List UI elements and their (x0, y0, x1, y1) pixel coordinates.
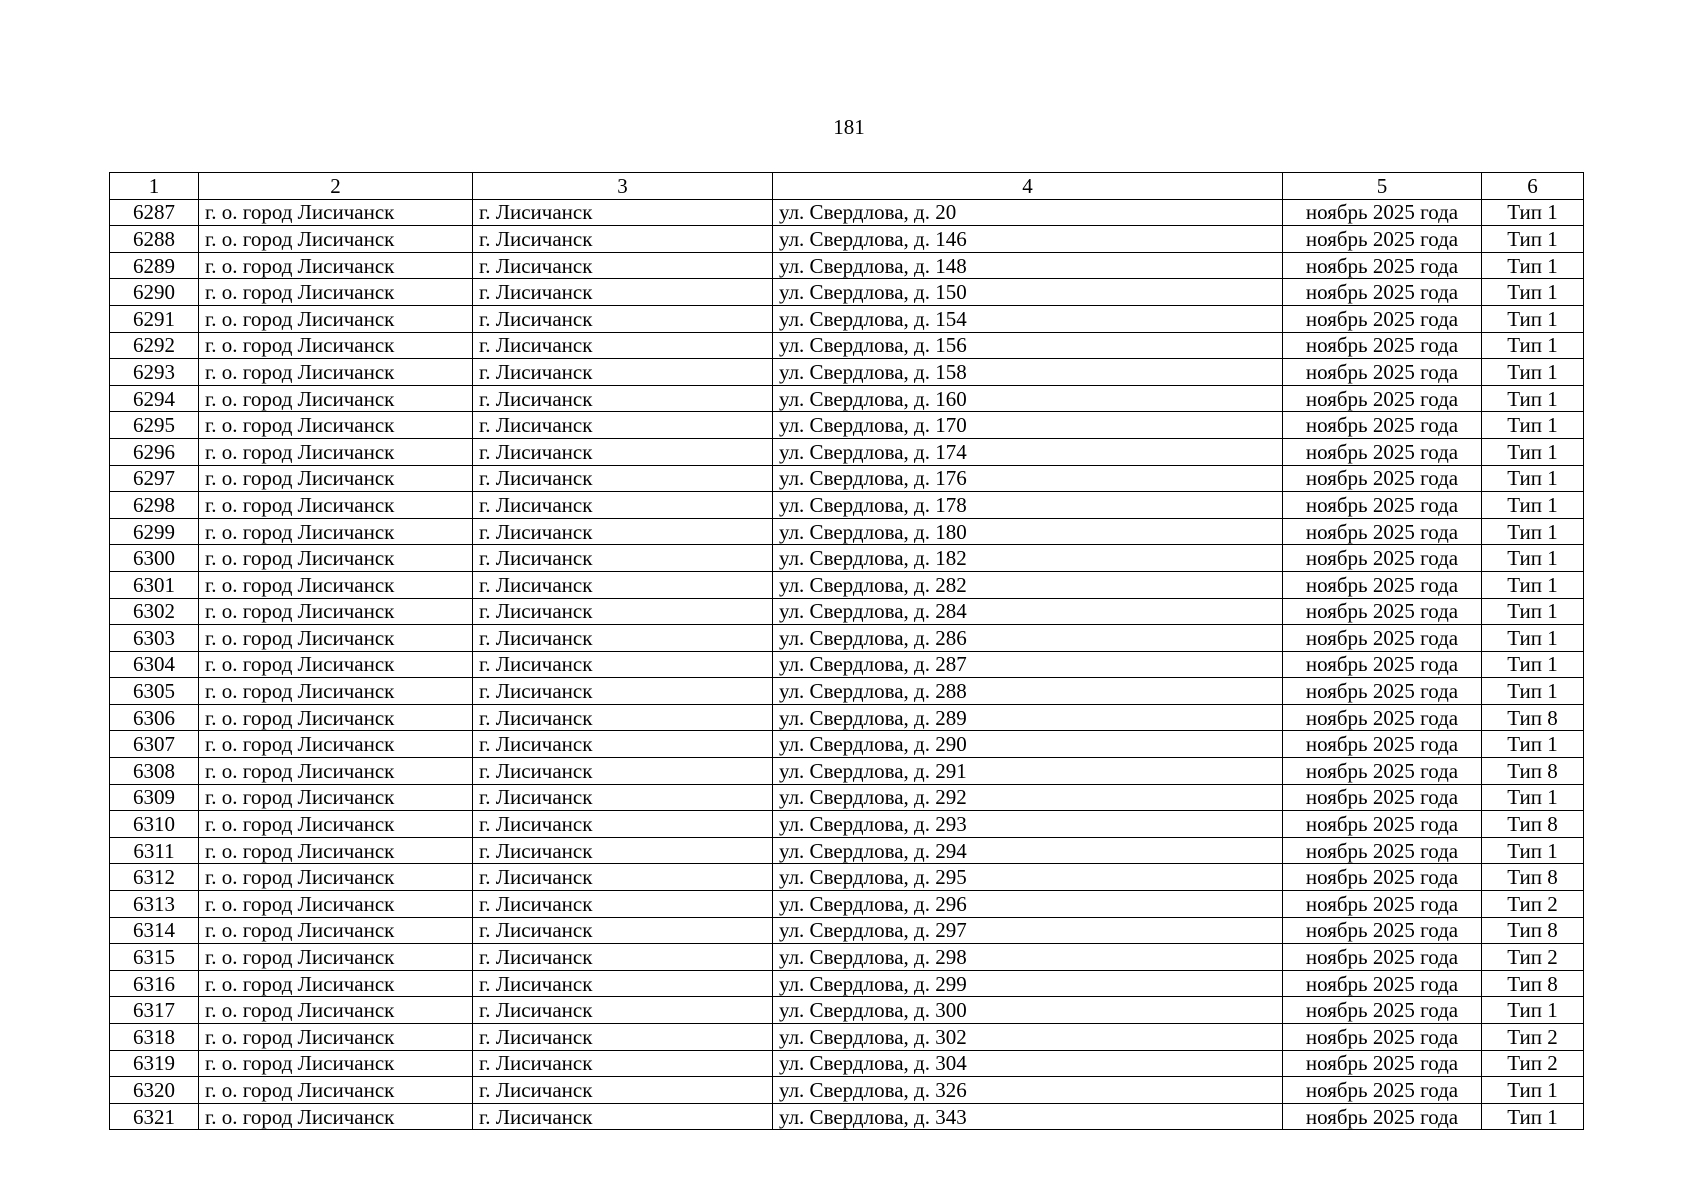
table-row (110, 226, 1584, 253)
locality-cell: г. Лисичанск (473, 492, 773, 519)
row-number-cell: 6296 (110, 438, 199, 465)
row-number-cell: 6297 (110, 465, 199, 492)
row-number-cell: 6309 (110, 784, 199, 811)
row-number-cell: 6293 (110, 359, 199, 386)
address-cell: ул. Свердлова, д. 148 (773, 252, 1283, 279)
row-number-cell: 6290 (110, 279, 199, 306)
row-number-cell: 6316 (110, 970, 199, 997)
municipality-cell: г. о. город Лисичанск (199, 199, 473, 226)
address-cell: ул. Свердлова, д. 284 (773, 598, 1283, 625)
locality-cell: г. Лисичанск (473, 891, 773, 918)
type-cell: Тип 1 (1482, 545, 1584, 572)
address-cell: ул. Свердлова, д. 343 (773, 1103, 1283, 1130)
row-number-cell: 6288 (110, 226, 199, 253)
locality-cell: г. Лисичанск (473, 545, 773, 572)
locality-cell: г. Лисичанск (473, 997, 773, 1024)
deadline-cell: ноябрь 2025 года (1283, 678, 1482, 705)
municipality-cell: г. о. город Лисичанск (199, 545, 473, 572)
address-cell: ул. Свердлова, д. 292 (773, 784, 1283, 811)
locality-cell: г. Лисичанск (473, 571, 773, 598)
municipality-cell: г. о. город Лисичанск (199, 678, 473, 705)
locality-cell: г. Лисичанск (473, 731, 773, 758)
table-row (110, 598, 1584, 625)
address-cell: ул. Свердлова, д. 156 (773, 332, 1283, 359)
locality-cell: г. Лисичанск (473, 917, 773, 944)
deadline-cell: ноябрь 2025 года (1283, 1024, 1482, 1051)
locality-cell: г. Лисичанск (473, 305, 773, 332)
locality-cell: г. Лисичанск (473, 465, 773, 492)
type-cell: Тип 1 (1482, 837, 1584, 864)
deadline-cell: ноябрь 2025 года (1283, 279, 1482, 306)
deadline-cell: ноябрь 2025 года (1283, 252, 1482, 279)
address-cell: ул. Свердлова, д. 291 (773, 758, 1283, 785)
row-number-cell: 6319 (110, 1050, 199, 1077)
deadline-cell: ноябрь 2025 года (1283, 332, 1482, 359)
type-cell: Тип 1 (1482, 731, 1584, 758)
type-cell: Тип 1 (1482, 651, 1584, 678)
municipality-cell: г. о. город Лисичанск (199, 864, 473, 891)
column-header-5: 5 (1283, 173, 1482, 200)
type-cell: Тип 2 (1482, 1024, 1584, 1051)
locality-cell: г. Лисичанск (473, 1103, 773, 1130)
type-cell: Тип 8 (1482, 758, 1584, 785)
municipality-cell: г. о. город Лисичанск (199, 1077, 473, 1104)
table-row (110, 518, 1584, 545)
municipality-cell: г. о. город Лисичанск (199, 997, 473, 1024)
deadline-cell: ноябрь 2025 года (1283, 704, 1482, 731)
municipality-cell: г. о. город Лисичанск (199, 465, 473, 492)
locality-cell: г. Лисичанск (473, 438, 773, 465)
locality-cell: г. Лисичанск (473, 199, 773, 226)
table-row (110, 305, 1584, 332)
municipality-cell: г. о. город Лисичанск (199, 332, 473, 359)
row-number-cell: 6289 (110, 252, 199, 279)
row-number-cell: 6321 (110, 1103, 199, 1130)
locality-cell: г. Лисичанск (473, 226, 773, 253)
deadline-cell: ноябрь 2025 года (1283, 199, 1482, 226)
deadline-cell: ноябрь 2025 года (1283, 784, 1482, 811)
municipality-cell: г. о. город Лисичанск (199, 1050, 473, 1077)
table-row (110, 1103, 1584, 1130)
address-cell: ул. Свердлова, д. 293 (773, 811, 1283, 838)
row-number-cell: 6294 (110, 385, 199, 412)
column-header-3: 3 (473, 173, 773, 200)
table-row (110, 252, 1584, 279)
address-cell: ул. Свердлова, д. 182 (773, 545, 1283, 572)
address-cell: ул. Свердлова, д. 287 (773, 651, 1283, 678)
type-cell: Тип 8 (1482, 970, 1584, 997)
municipality-cell: г. о. город Лисичанск (199, 1103, 473, 1130)
type-cell: Тип 1 (1482, 784, 1584, 811)
type-cell: Тип 1 (1482, 997, 1584, 1024)
address-cell: ул. Свердлова, д. 302 (773, 1024, 1283, 1051)
municipality-cell: г. о. город Лисичанск (199, 359, 473, 386)
deadline-cell: ноябрь 2025 года (1283, 465, 1482, 492)
deadline-cell: ноябрь 2025 года (1283, 1050, 1482, 1077)
deadline-cell: ноябрь 2025 года (1283, 1103, 1482, 1130)
table-row (110, 359, 1584, 386)
municipality-cell: г. о. город Лисичанск (199, 758, 473, 785)
deadline-cell: ноябрь 2025 года (1283, 598, 1482, 625)
row-number-cell: 6306 (110, 704, 199, 731)
locality-cell: г. Лисичанск (473, 385, 773, 412)
locality-cell: г. Лисичанск (473, 837, 773, 864)
address-cell: ул. Свердлова, д. 304 (773, 1050, 1283, 1077)
row-number-cell: 6302 (110, 598, 199, 625)
table-row (110, 970, 1584, 997)
table-row (110, 731, 1584, 758)
row-number-cell: 6311 (110, 837, 199, 864)
row-number-cell: 6312 (110, 864, 199, 891)
table-row (110, 438, 1584, 465)
type-cell: Тип 1 (1482, 226, 1584, 253)
address-cell: ул. Свердлова, д. 296 (773, 891, 1283, 918)
type-cell: Тип 1 (1482, 492, 1584, 519)
locality-cell: г. Лисичанск (473, 359, 773, 386)
type-cell: Тип 1 (1482, 359, 1584, 386)
table-row (110, 678, 1584, 705)
table-row (110, 465, 1584, 492)
locality-cell: г. Лисичанск (473, 412, 773, 439)
locality-cell: г. Лисичанск (473, 1050, 773, 1077)
row-number-cell: 6313 (110, 891, 199, 918)
locality-cell: г. Лисичанск (473, 1024, 773, 1051)
row-number-cell: 6318 (110, 1024, 199, 1051)
locality-cell: г. Лисичанск (473, 704, 773, 731)
column-header-4: 4 (773, 173, 1283, 200)
municipality-cell: г. о. город Лисичанск (199, 438, 473, 465)
municipality-cell: г. о. город Лисичанск (199, 704, 473, 731)
deadline-cell: ноябрь 2025 года (1283, 811, 1482, 838)
deadline-cell: ноябрь 2025 года (1283, 758, 1482, 785)
municipality-cell: г. о. город Лисичанск (199, 518, 473, 545)
table-row (110, 997, 1584, 1024)
address-cell: ул. Свердлова, д. 20 (773, 199, 1283, 226)
address-cell: ул. Свердлова, д. 160 (773, 385, 1283, 412)
table-row (110, 944, 1584, 971)
table-row (110, 332, 1584, 359)
type-cell: Тип 1 (1482, 438, 1584, 465)
address-cell: ул. Свердлова, д. 174 (773, 438, 1283, 465)
locality-cell: г. Лисичанск (473, 598, 773, 625)
table-row (110, 279, 1584, 306)
type-cell: Тип 1 (1482, 252, 1584, 279)
municipality-cell: г. о. город Лисичанск (199, 944, 473, 971)
row-number-cell: 6314 (110, 917, 199, 944)
table-row (110, 1077, 1584, 1104)
deadline-cell: ноябрь 2025 года (1283, 944, 1482, 971)
municipality-cell: г. о. город Лисичанск (199, 279, 473, 306)
address-cell: ул. Свердлова, д. 298 (773, 944, 1283, 971)
deadline-cell: ноябрь 2025 года (1283, 438, 1482, 465)
municipality-cell: г. о. город Лисичанск (199, 731, 473, 758)
row-number-cell: 6310 (110, 811, 199, 838)
address-cell: ул. Свердлова, д. 294 (773, 837, 1283, 864)
table-row (110, 784, 1584, 811)
address-cell: ул. Свердлова, д. 299 (773, 970, 1283, 997)
deadline-cell: ноябрь 2025 года (1283, 625, 1482, 652)
table-row (110, 545, 1584, 572)
housing-registry-table (109, 172, 1584, 1130)
address-cell: ул. Свердлова, д. 170 (773, 412, 1283, 439)
address-cell: ул. Свердлова, д. 154 (773, 305, 1283, 332)
municipality-cell: г. о. город Лисичанск (199, 412, 473, 439)
deadline-cell: ноябрь 2025 года (1283, 412, 1482, 439)
table-row (110, 758, 1584, 785)
column-header-6: 6 (1482, 173, 1584, 200)
locality-cell: г. Лисичанск (473, 970, 773, 997)
address-cell: ул. Свердлова, д. 295 (773, 864, 1283, 891)
deadline-cell: ноябрь 2025 года (1283, 545, 1482, 572)
table-row (110, 811, 1584, 838)
locality-cell: г. Лисичанск (473, 651, 773, 678)
table-row (110, 412, 1584, 439)
locality-cell: г. Лисичанск (473, 518, 773, 545)
type-cell: Тип 1 (1482, 518, 1584, 545)
type-cell: Тип 1 (1482, 1077, 1584, 1104)
row-number-cell: 6303 (110, 625, 199, 652)
row-number-cell: 6287 (110, 199, 199, 226)
municipality-cell: г. о. город Лисичанск (199, 1024, 473, 1051)
type-cell: Тип 2 (1482, 944, 1584, 971)
type-cell: Тип 1 (1482, 678, 1584, 705)
municipality-cell: г. о. город Лисичанск (199, 571, 473, 598)
type-cell: Тип 1 (1482, 279, 1584, 306)
row-number-cell: 6301 (110, 571, 199, 598)
table-row (110, 704, 1584, 731)
table-row (110, 492, 1584, 519)
type-cell: Тип 1 (1482, 598, 1584, 625)
row-number-cell: 6291 (110, 305, 199, 332)
deadline-cell: ноябрь 2025 года (1283, 226, 1482, 253)
deadline-cell: ноябрь 2025 года (1283, 385, 1482, 412)
deadline-cell: ноябрь 2025 года (1283, 997, 1482, 1024)
row-number-cell: 6292 (110, 332, 199, 359)
type-cell: Тип 1 (1482, 1103, 1584, 1130)
row-number-cell: 6315 (110, 944, 199, 971)
municipality-cell: г. о. город Лисичанск (199, 917, 473, 944)
municipality-cell: г. о. город Лисичанск (199, 252, 473, 279)
deadline-cell: ноябрь 2025 года (1283, 837, 1482, 864)
locality-cell: г. Лисичанск (473, 811, 773, 838)
municipality-cell: г. о. город Лисичанск (199, 226, 473, 253)
type-cell: Тип 2 (1482, 891, 1584, 918)
type-cell: Тип 8 (1482, 917, 1584, 944)
locality-cell: г. Лисичанск (473, 252, 773, 279)
table-row (110, 917, 1584, 944)
municipality-cell: г. о. город Лисичанск (199, 651, 473, 678)
row-number-cell: 6308 (110, 758, 199, 785)
locality-cell: г. Лисичанск (473, 625, 773, 652)
row-number-cell: 6305 (110, 678, 199, 705)
type-cell: Тип 8 (1482, 704, 1584, 731)
row-number-cell: 6298 (110, 492, 199, 519)
type-cell: Тип 1 (1482, 412, 1584, 439)
row-number-cell: 6307 (110, 731, 199, 758)
table-row (110, 864, 1584, 891)
address-cell: ул. Свердлова, д. 150 (773, 279, 1283, 306)
row-number-cell: 6300 (110, 545, 199, 572)
table-row (110, 571, 1584, 598)
locality-cell: г. Лисичанск (473, 944, 773, 971)
address-cell: ул. Свердлова, д. 178 (773, 492, 1283, 519)
address-cell: ул. Свердлова, д. 288 (773, 678, 1283, 705)
type-cell: Тип 1 (1482, 571, 1584, 598)
address-cell: ул. Свердлова, д. 146 (773, 226, 1283, 253)
municipality-cell: г. о. город Лисичанск (199, 811, 473, 838)
deadline-cell: ноябрь 2025 года (1283, 970, 1482, 997)
page-number: 181 (833, 115, 865, 139)
table-row (110, 837, 1584, 864)
deadline-cell: ноябрь 2025 года (1283, 359, 1482, 386)
address-cell: ул. Свердлова, д. 286 (773, 625, 1283, 652)
row-number-cell: 6299 (110, 518, 199, 545)
locality-cell: г. Лисичанск (473, 1077, 773, 1104)
table-row (110, 199, 1584, 226)
address-cell: ул. Свердлова, д. 289 (773, 704, 1283, 731)
address-cell: ул. Свердлова, д. 297 (773, 917, 1283, 944)
address-cell: ул. Свердлова, д. 282 (773, 571, 1283, 598)
table-row (110, 1024, 1584, 1051)
municipality-cell: г. о. город Лисичанск (199, 492, 473, 519)
address-cell: ул. Свердлова, д. 290 (773, 731, 1283, 758)
type-cell: Тип 1 (1482, 465, 1584, 492)
row-number-cell: 6320 (110, 1077, 199, 1104)
table-row (110, 891, 1584, 918)
type-cell: Тип 2 (1482, 1050, 1584, 1077)
locality-cell: г. Лисичанск (473, 864, 773, 891)
column-header-1: 1 (110, 173, 199, 200)
type-cell: Тип 1 (1482, 305, 1584, 332)
address-cell: ул. Свердлова, д. 300 (773, 997, 1283, 1024)
deadline-cell: ноябрь 2025 года (1283, 917, 1482, 944)
address-cell: ул. Свердлова, д. 176 (773, 465, 1283, 492)
municipality-cell: г. о. город Лисичанск (199, 625, 473, 652)
deadline-cell: ноябрь 2025 года (1283, 891, 1482, 918)
row-number-cell: 6317 (110, 997, 199, 1024)
municipality-cell: г. о. город Лисичанск (199, 598, 473, 625)
deadline-cell: ноябрь 2025 года (1283, 1077, 1482, 1104)
table-body (110, 199, 1584, 1130)
deadline-cell: ноябрь 2025 года (1283, 518, 1482, 545)
type-cell: Тип 8 (1482, 811, 1584, 838)
deadline-cell: ноябрь 2025 года (1283, 305, 1482, 332)
type-cell: Тип 1 (1482, 332, 1584, 359)
deadline-cell: ноябрь 2025 года (1283, 571, 1482, 598)
deadline-cell: ноябрь 2025 года (1283, 492, 1482, 519)
deadline-cell: ноябрь 2025 года (1283, 651, 1482, 678)
row-number-cell: 6295 (110, 412, 199, 439)
municipality-cell: г. о. город Лисичанск (199, 970, 473, 997)
table-row (110, 651, 1584, 678)
deadline-cell: ноябрь 2025 года (1283, 864, 1482, 891)
municipality-cell: г. о. город Лисичанск (199, 385, 473, 412)
row-number-cell: 6304 (110, 651, 199, 678)
column-header-2: 2 (199, 173, 473, 200)
address-cell: ул. Свердлова, д. 326 (773, 1077, 1283, 1104)
deadline-cell: ноябрь 2025 года (1283, 731, 1482, 758)
locality-cell: г. Лисичанск (473, 279, 773, 306)
locality-cell: г. Лисичанск (473, 758, 773, 785)
municipality-cell: г. о. город Лисичанск (199, 784, 473, 811)
type-cell: Тип 1 (1482, 385, 1584, 412)
table-row (110, 1050, 1584, 1077)
table-row (110, 385, 1584, 412)
table-header-row (110, 173, 1584, 200)
municipality-cell: г. о. город Лисичанск (199, 837, 473, 864)
locality-cell: г. Лисичанск (473, 678, 773, 705)
address-cell: ул. Свердлова, д. 180 (773, 518, 1283, 545)
locality-cell: г. Лисичанск (473, 784, 773, 811)
locality-cell: г. Лисичанск (473, 332, 773, 359)
municipality-cell: г. о. город Лисичанск (199, 891, 473, 918)
type-cell: Тип 8 (1482, 864, 1584, 891)
table-row (110, 625, 1584, 652)
municipality-cell: г. о. город Лисичанск (199, 305, 473, 332)
type-cell: Тип 1 (1482, 199, 1584, 226)
address-cell: ул. Свердлова, д. 158 (773, 359, 1283, 386)
type-cell: Тип 1 (1482, 625, 1584, 652)
